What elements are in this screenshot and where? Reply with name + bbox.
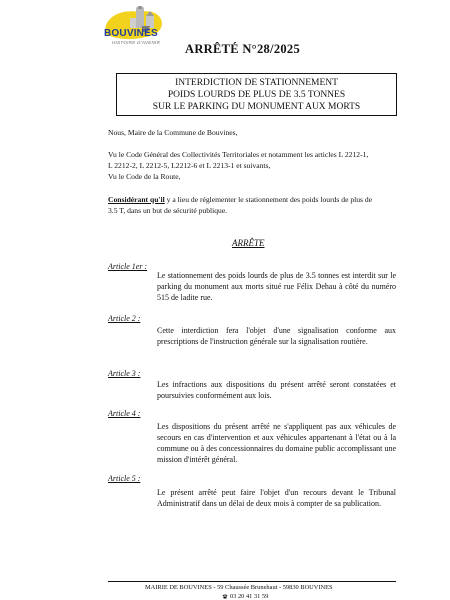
article-text: Cette interdiction fera l'objet d'une signalisation conforme aux prescriptions de l'instruction générale sur la signalisation routière.	[157, 326, 396, 346]
footer-divider	[108, 581, 396, 582]
article-label: Article 4 :	[108, 409, 141, 418]
footer-phone	[222, 593, 268, 600]
logo-tagline: HISTOIRE D'AVENIR	[112, 40, 161, 45]
phone-icon	[222, 594, 228, 599]
preamble-vu-cgct-2: L 2212-2, L 2212-5, L2212-6 et L 2213-1 et suivants,	[108, 161, 271, 170]
preamble-intro: Nous, Maire de la Commune de Bouvines,	[108, 128, 238, 137]
preamble-vu-route: Vu le Code de la Route,	[108, 172, 181, 181]
logo-name: BOUVINES	[104, 28, 158, 39]
preamble-considerant-2: 3.5 T, dans un but de sécurité publique.	[108, 206, 228, 215]
footer-address: MAIRIE DE BOUVINES - 59 Chaussée Brunehaut - 59830 BOUVINES	[145, 584, 333, 591]
considerant-text: y a lieu de réglementer le stationnement des poids lourds de plus de	[164, 195, 373, 204]
subject-line: SUR LE PARKING DU MONUMENT AUX MORTS	[152, 102, 361, 112]
bouvines-logo	[96, 6, 186, 50]
preamble-vu-cgct-1: Vu le Code Général des Collectivités Territoriales et notamment les articles L 2212-1,	[108, 150, 369, 159]
subject-line: INTERDICTION DE STATIONNEMENT	[175, 78, 338, 88]
article-text: Le présent arrêté peut faire l'objet d'un recours devant le Tribunal Administratif dans un délai de deux mois à compter de sa publication.	[157, 488, 396, 508]
subject-box	[116, 73, 397, 116]
article-label: Article 2 :	[108, 314, 141, 323]
article-label: Article 3 :	[108, 369, 141, 378]
article-text: Les infractions aux dispositions du présent arrêté seront constatées et poursuivies conformément aux lois.	[157, 380, 396, 400]
footer-phone-number: 03 20 41 31 59	[230, 593, 269, 600]
article-text: Les dispositions du présent arrêté ne s'appliquent pas aux véhicules de secours en cas d'intervention et aux véhicules appartenant à l'état ou à la commune ou à des concessionnaires du domaine public accomplissant une mission d'intérêt général.	[157, 422, 396, 464]
arrete-heading: ARRÊTE	[232, 238, 265, 248]
article-label: Article 5 :	[108, 474, 141, 483]
preamble-considerant-1	[108, 194, 372, 205]
considerant-label: Considérant qu'il	[108, 195, 165, 204]
subject-line: POIDS LOURDS DE PLUS DE 3.5 TONNES	[167, 90, 346, 100]
document-title: ARRÊTÉ N°28/2025	[185, 42, 301, 56]
article-text: Le stationnement des poids lourds de plus de 3.5 tonnes est interdit sur le parking du monument aux morts situé rue Félix Dehau à côté du numéro 515 de ladite rue.	[157, 271, 396, 302]
article-label: Article 1er :	[108, 262, 148, 271]
